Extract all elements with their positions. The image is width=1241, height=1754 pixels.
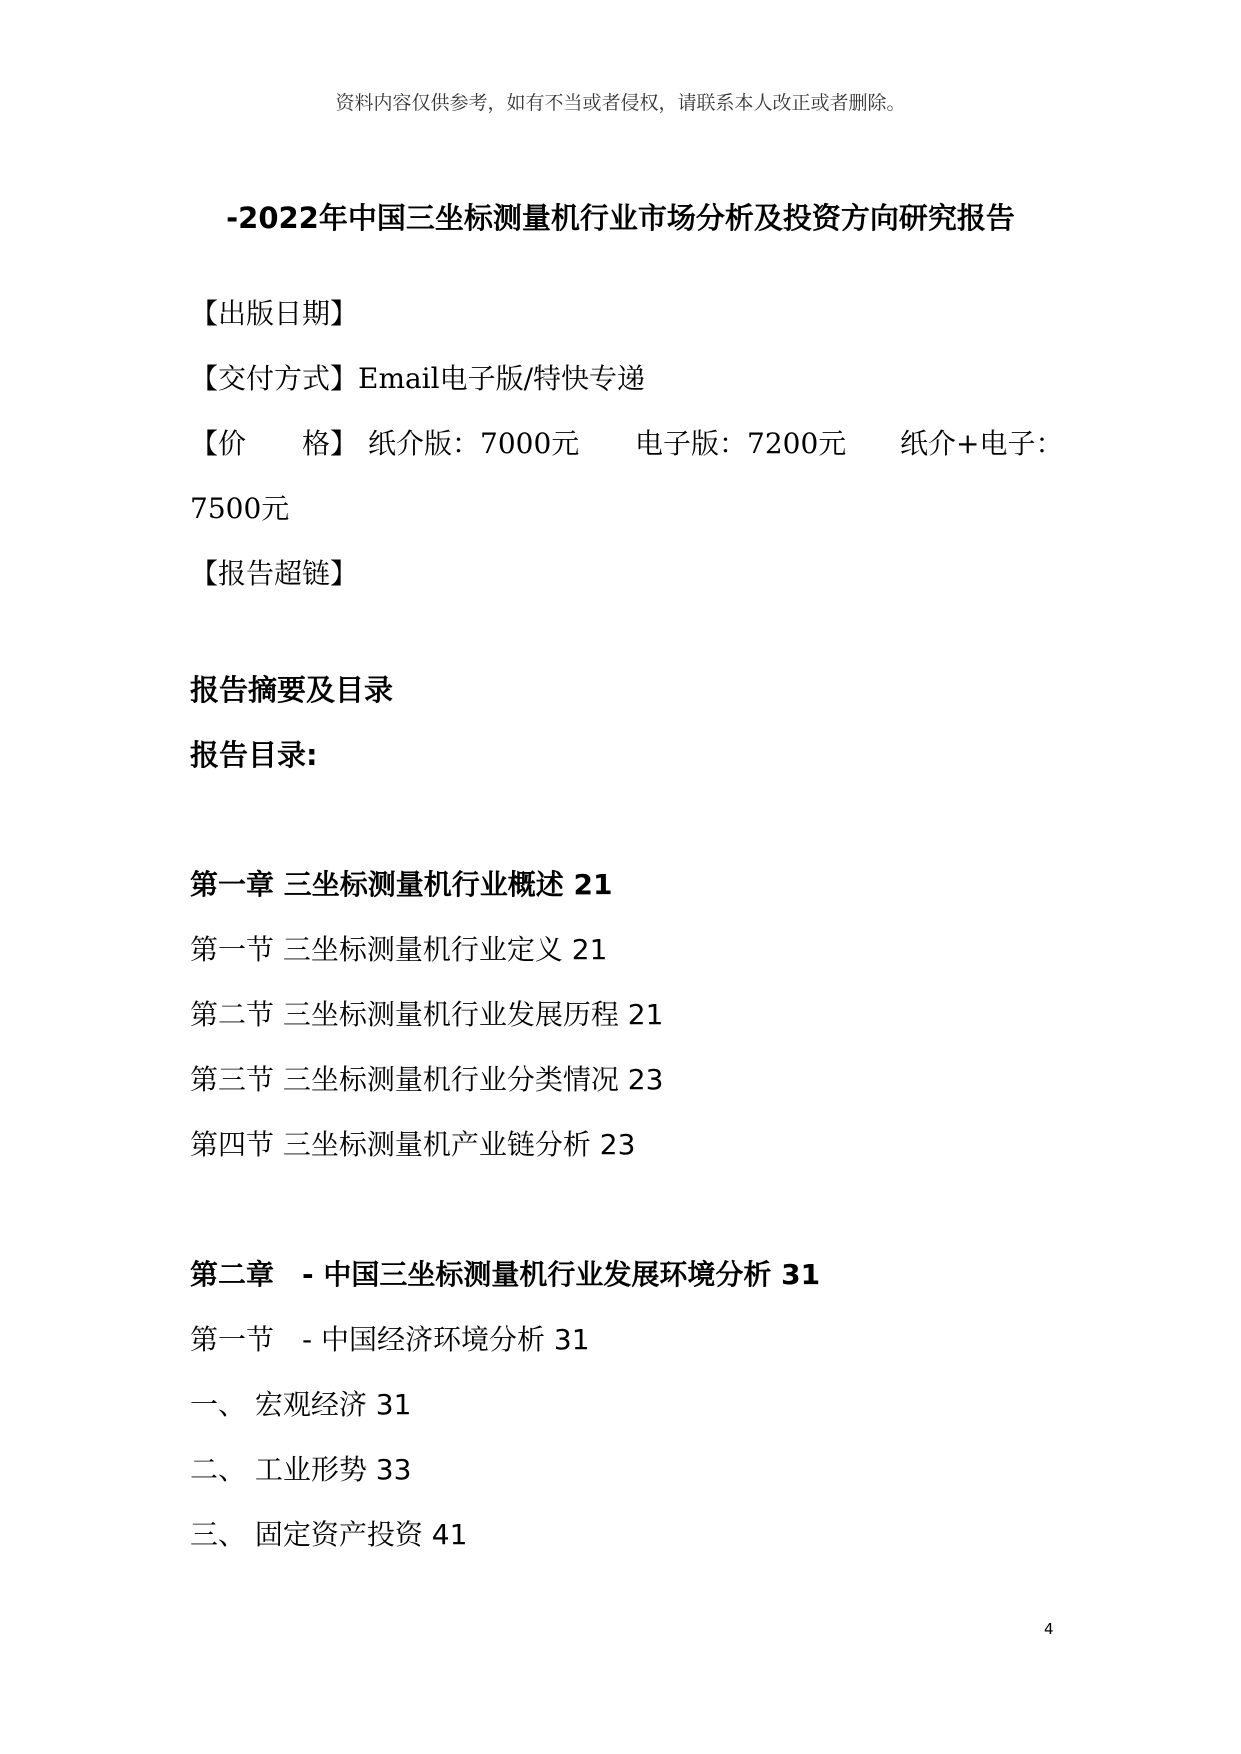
price-row	[190, 422, 1070, 462]
toc-entry: 第一节 - 中国经济环境分析 31	[190, 1323, 590, 1356]
toc-entry: 二、 工业形势 33	[190, 1453, 412, 1486]
toc-entry: 一、 宏观经济 31	[190, 1388, 412, 1421]
price-label: 【价 格】	[190, 427, 359, 460]
toc-entry: 第四节 三坐标测量机产业链分析 23	[190, 1128, 636, 1161]
toc-entry-chapter-1: 第一章 三坐标测量机行业概述 21	[190, 868, 613, 901]
toc-entry: 第二节 三坐标测量机行业发展历程 21	[190, 998, 664, 1031]
toc-entry: 第一节 三坐标测量机行业定义 21	[190, 933, 608, 966]
delivery-method: 【交付方式】Email电子版/特快专递	[190, 362, 646, 395]
toc-entry: 第三节 三坐标测量机行业分类情况 23	[190, 1063, 664, 1096]
report-title: -2022年中国三坐标测量机行业市场分析及投资方向研究报告	[226, 201, 1015, 235]
price-electronic: 电子版：7200元	[635, 427, 847, 460]
price-both: 纸介+电子：	[900, 427, 1064, 460]
price-both-value: 7500元	[190, 492, 290, 525]
toc-entry: 三、 固定资产投资 41	[190, 1518, 468, 1551]
disclaimer-text: 资料内容仅供参考，如有不当或者侵权，请联系本人改正或者删除。	[335, 92, 906, 114]
report-link-label: 【报告超链】	[190, 557, 359, 590]
summary-heading: 报告摘要及目录	[190, 673, 394, 707]
toc-heading: 报告目录:	[190, 738, 318, 772]
publish-date-label: 【出版日期】	[190, 297, 359, 330]
page-number: 4	[1044, 1620, 1054, 1638]
toc-entry-chapter-2: 第二章 - 中国三坐标测量机行业发展环境分析 31	[190, 1258, 821, 1291]
price-paper: 纸介版：7000元	[368, 427, 580, 460]
